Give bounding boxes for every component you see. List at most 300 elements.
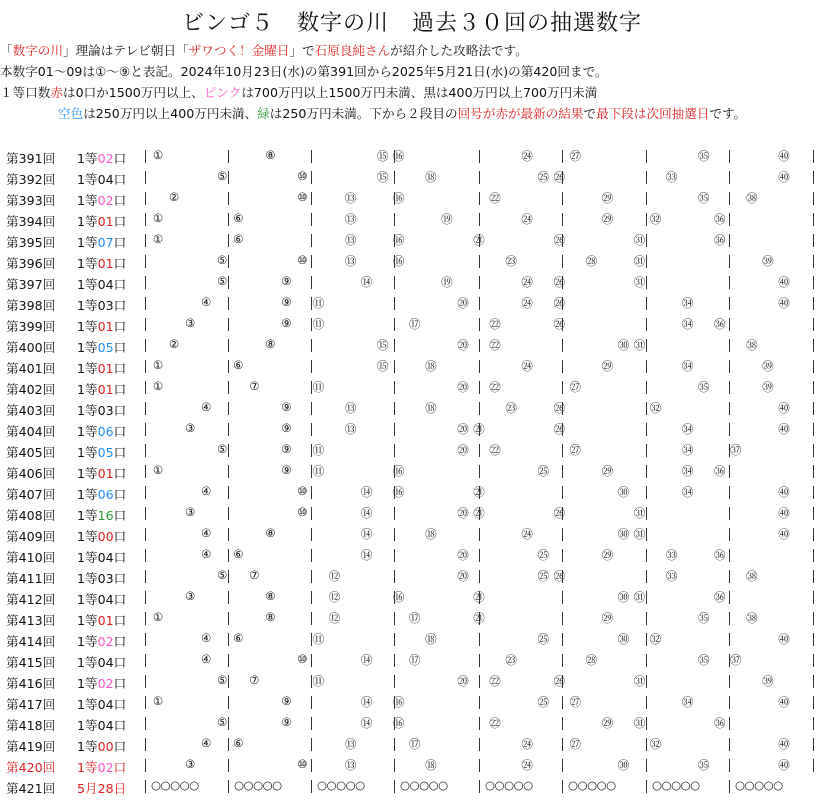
- drawn-number: ㉖: [553, 170, 565, 184]
- next-placeholder: ○○○○○: [485, 778, 533, 792]
- drawn-number: ㉔: [521, 527, 533, 541]
- column-separator: [145, 759, 146, 772]
- drawn-number: ㉞: [681, 464, 694, 478]
- drawn-number: ㉔: [521, 737, 533, 751]
- drawn-number: ⑥: [233, 232, 244, 246]
- drawn-number: ⑪: [312, 296, 325, 310]
- drawn-number: ⑳: [457, 422, 469, 436]
- drawn-number: ㉔: [521, 149, 533, 163]
- column-separator: [394, 213, 395, 226]
- next-placeholder: ○○○○○: [317, 778, 365, 792]
- drawn-number: ㉒: [489, 191, 501, 205]
- column-separator: [311, 213, 312, 226]
- column-separator: [813, 759, 814, 772]
- column-separator: [729, 507, 730, 520]
- draw-number: 第417回: [6, 697, 56, 712]
- column-separator: [562, 528, 563, 541]
- prize-count: 1等02口: [77, 634, 127, 649]
- drawn-number: ⑤: [217, 169, 228, 183]
- drawn-number: ㉟: [697, 191, 710, 205]
- drawn-number: ⑨: [281, 295, 292, 309]
- table-row: [0, 587, 824, 608]
- draw-number: 第398回: [6, 298, 56, 313]
- column-separator: [479, 780, 480, 793]
- column-separator: [145, 507, 146, 520]
- column-separator: [479, 738, 480, 751]
- column-separator: [813, 444, 814, 457]
- column-separator: [145, 381, 146, 394]
- drawn-number: ㉖: [553, 296, 565, 310]
- drawn-number: ⑮: [376, 338, 389, 352]
- drawn-number: ④: [200, 526, 212, 540]
- drawn-number: ⑩: [297, 757, 308, 771]
- column-separator: [311, 402, 312, 415]
- column-separator: [813, 549, 814, 562]
- column-separator: [813, 339, 814, 352]
- column-separator: [562, 360, 563, 373]
- column-separator: [813, 696, 814, 709]
- column-separator: [479, 570, 480, 583]
- drawn-number: ㉛: [633, 716, 646, 730]
- draw-number: 第395回: [6, 235, 56, 250]
- prize-count: 1等01口: [77, 613, 127, 628]
- drawn-number: ⑳: [457, 674, 469, 688]
- table-row: [0, 188, 824, 209]
- drawn-number: ⑳: [457, 338, 469, 352]
- column-separator: [145, 234, 146, 247]
- drawn-number: ⑥: [233, 547, 244, 561]
- drawn-number: ㉛: [633, 674, 646, 688]
- drawn-number: ㊱: [714, 548, 726, 562]
- column-separator: [813, 423, 814, 436]
- column-separator: [479, 192, 480, 205]
- column-separator: [228, 528, 229, 541]
- drawn-number: ㉛: [633, 590, 646, 604]
- drawn-number: ④: [200, 736, 212, 750]
- table-row: [0, 545, 824, 566]
- column-separator: [311, 738, 312, 751]
- column-separator: [394, 633, 395, 646]
- column-separator: [646, 570, 647, 583]
- column-separator: [228, 150, 229, 163]
- drawn-number: ㉟: [697, 611, 710, 625]
- column-separator: [228, 738, 229, 751]
- drawn-number: ③: [184, 421, 196, 435]
- column-separator: [729, 528, 730, 541]
- column-separator: [228, 612, 229, 625]
- column-separator: [646, 465, 647, 478]
- column-separator: [729, 738, 730, 751]
- draw-number: 第412回: [6, 592, 56, 607]
- drawn-number: ㉕: [537, 464, 549, 478]
- column-separator: [813, 738, 814, 751]
- drawn-number: ㉕: [537, 170, 549, 184]
- column-separator: [813, 360, 814, 373]
- drawn-number: ㉙: [601, 191, 614, 205]
- drawn-number: ⑨: [281, 442, 292, 456]
- drawn-number: ㉙: [601, 716, 614, 730]
- column-separator: [479, 717, 480, 730]
- drawn-number: ①: [152, 358, 164, 372]
- table-row: [0, 461, 824, 482]
- column-separator: [394, 528, 395, 541]
- drawn-number: ④: [200, 631, 212, 645]
- drawn-number: ㉔: [521, 212, 533, 226]
- drawn-number: ⑥: [233, 358, 244, 372]
- drawn-number: ㉖: [553, 233, 565, 247]
- column-separator: [562, 612, 563, 625]
- drawn-number: ㉒: [489, 716, 501, 730]
- table-row: [0, 482, 824, 503]
- column-separator: [729, 213, 730, 226]
- column-separator: [145, 696, 146, 709]
- column-separator: [394, 444, 395, 457]
- drawn-number: ⑫: [328, 611, 341, 625]
- draw-number: 第392回: [6, 172, 56, 187]
- drawn-number: ㊳: [746, 338, 758, 352]
- drawn-number: ⑦: [249, 568, 260, 582]
- table-row: [0, 314, 824, 335]
- drawn-number: ⑨: [281, 316, 292, 330]
- column-separator: [479, 297, 480, 310]
- draw-number: 第394回: [6, 214, 56, 229]
- drawn-number: ㊵: [778, 632, 790, 646]
- drawn-number: ⑯: [393, 695, 405, 709]
- drawn-number: ㉞: [681, 296, 694, 310]
- column-separator: [311, 423, 312, 436]
- drawn-number: ⑯: [393, 254, 405, 268]
- column-separator: [813, 276, 814, 289]
- prize-count: 1等04口: [77, 550, 127, 565]
- column-separator: [813, 633, 814, 646]
- column-separator: [311, 654, 312, 667]
- drawn-number: ㉟: [697, 149, 710, 163]
- drawn-number: ⑲: [441, 275, 453, 289]
- column-separator: [394, 276, 395, 289]
- drawn-number: ⑳: [457, 380, 469, 394]
- drawn-number: ㉝: [665, 569, 678, 583]
- column-separator: [813, 612, 814, 625]
- drawn-number: ①: [152, 463, 164, 477]
- drawn-number: ㊵: [778, 275, 790, 289]
- column-separator: [729, 759, 730, 772]
- drawn-number: ⑯: [393, 485, 405, 499]
- column-separator: [228, 696, 229, 709]
- drawn-number: ⑪: [312, 632, 325, 646]
- column-separator: [562, 381, 563, 394]
- column-separator: [729, 402, 730, 415]
- drawn-number: ㊴: [762, 359, 774, 373]
- draw-number: 第409回: [6, 529, 56, 544]
- column-separator: [311, 507, 312, 520]
- intro-line-2: 本数字01～09は①～⑨と表記。2024年10月23日(水)の第391回から2025年5月21日(水)の第420回まで。: [0, 64, 608, 79]
- column-separator: [729, 192, 730, 205]
- column-separator: [145, 465, 146, 478]
- drawn-number: ㉜: [649, 632, 662, 646]
- column-separator: [145, 486, 146, 499]
- column-separator: [394, 612, 395, 625]
- next-placeholder: ○○○○○: [400, 778, 448, 792]
- drawn-number: ㉗: [569, 443, 582, 457]
- table-row: [0, 251, 824, 272]
- column-separator: [311, 360, 312, 373]
- drawn-number: ⑥: [233, 736, 244, 750]
- column-separator: [145, 612, 146, 625]
- drawn-number: ⑪: [312, 674, 325, 688]
- column-separator: [729, 318, 730, 331]
- column-separator: [311, 339, 312, 352]
- drawn-number: ④: [200, 295, 212, 309]
- drawn-number: ⑰: [409, 611, 421, 625]
- intro-text: [0, 40, 824, 124]
- drawn-number: ㉑: [473, 611, 485, 625]
- column-separator: [813, 150, 814, 163]
- column-separator: [562, 192, 563, 205]
- column-separator: [562, 654, 563, 667]
- column-separator: [228, 192, 229, 205]
- drawn-number: ㉛: [633, 254, 646, 268]
- drawn-number: ㉑: [473, 485, 485, 499]
- draw-number: 第405回: [6, 445, 56, 460]
- column-separator: [813, 381, 814, 394]
- draw-number: 第399回: [6, 319, 56, 334]
- column-separator: [813, 486, 814, 499]
- next-draw-row: [0, 776, 824, 797]
- column-separator: [479, 465, 480, 478]
- table-row: [0, 272, 824, 293]
- column-separator: [228, 339, 229, 352]
- drawn-number: ㊱: [714, 464, 726, 478]
- drawn-number: ⑯: [393, 233, 405, 247]
- drawn-number: ⑳: [457, 443, 469, 457]
- draw-number: 第419回: [6, 739, 56, 754]
- column-separator: [311, 234, 312, 247]
- column-separator: [479, 318, 480, 331]
- column-separator: [394, 675, 395, 688]
- table-row: [0, 419, 824, 440]
- drawn-number: ㉜: [649, 401, 662, 415]
- drawn-number: ⑯: [393, 149, 405, 163]
- drawn-number: ㉙: [601, 359, 614, 373]
- column-separator: [562, 738, 563, 751]
- table-row: [0, 209, 824, 230]
- drawn-number: ⑩: [297, 190, 308, 204]
- prize-count: 1等06口: [77, 424, 127, 439]
- column-separator: [646, 759, 647, 772]
- column-separator: [228, 213, 229, 226]
- drawn-number: ㊵: [778, 149, 790, 163]
- draw-number: 第418回: [6, 718, 56, 733]
- draw-number: 第402回: [6, 382, 56, 397]
- drawn-number: ⑱: [425, 401, 437, 415]
- drawn-number: ㉖: [553, 674, 565, 688]
- drawn-number: ⑱: [425, 359, 437, 373]
- column-separator: [646, 150, 647, 163]
- drawn-number: ③: [184, 316, 196, 330]
- prize-count: 1等00口: [77, 739, 127, 754]
- column-separator: [729, 360, 730, 373]
- drawn-number: ㊴: [762, 674, 774, 688]
- drawn-number: ⑱: [425, 527, 437, 541]
- column-separator: [145, 528, 146, 541]
- drawn-number: ⑭: [360, 548, 373, 562]
- drawn-number: ㉛: [633, 338, 646, 352]
- prize-count: 1等04口: [77, 655, 127, 670]
- table-row: [0, 671, 824, 692]
- drawn-number: ⑭: [360, 527, 373, 541]
- drawn-number: ㉚: [617, 758, 630, 772]
- drawn-number: ⑰: [409, 653, 421, 667]
- column-separator: [562, 717, 563, 730]
- drawn-number: ㉕: [537, 632, 549, 646]
- drawn-number: ㉞: [681, 359, 694, 373]
- prize-count: 1等04口: [77, 697, 127, 712]
- drawn-number: ㉛: [633, 233, 646, 247]
- column-separator: [394, 339, 395, 352]
- drawn-number: ㉔: [521, 296, 533, 310]
- column-separator: [479, 759, 480, 772]
- drawn-number: ③: [184, 589, 196, 603]
- column-separator: [729, 696, 730, 709]
- drawn-number: ㉜: [649, 212, 662, 226]
- column-separator: [145, 150, 146, 163]
- drawn-number: ⑧: [265, 148, 276, 162]
- drawn-number: ㉖: [553, 506, 565, 520]
- drawn-number: ⑭: [360, 716, 373, 730]
- column-separator: [813, 717, 814, 730]
- column-separator: [479, 150, 480, 163]
- column-separator: [562, 255, 563, 268]
- table-row: [0, 167, 824, 188]
- column-separator: [729, 234, 730, 247]
- drawn-number: ㉕: [537, 548, 549, 562]
- next-placeholder: ○○○○○: [151, 778, 199, 792]
- column-separator: [479, 276, 480, 289]
- drawn-number: ㊵: [778, 401, 790, 415]
- drawn-number: ⑥: [233, 211, 244, 225]
- drawn-number: ㊱: [714, 590, 726, 604]
- prize-count: 1等06口: [77, 487, 127, 502]
- column-separator: [145, 570, 146, 583]
- column-separator: [311, 549, 312, 562]
- prize-count: 1等02口: [77, 193, 127, 208]
- drawn-number: ⑪: [312, 464, 325, 478]
- page-title: ビンゴ５ 数字の川 過去３０回の抽選数字: [181, 11, 642, 36]
- drawn-number: ⑳: [457, 296, 469, 310]
- drawn-number: ㉛: [633, 506, 646, 520]
- prize-count: 1等05口: [77, 340, 127, 355]
- drawn-number: ⑱: [425, 170, 437, 184]
- column-separator: [145, 444, 146, 457]
- drawn-number: ⑤: [217, 253, 228, 267]
- prize-count: 1等01口: [77, 214, 127, 229]
- drawn-number: ㊵: [778, 695, 790, 709]
- column-separator: [813, 234, 814, 247]
- draw-number: 第410回: [6, 550, 56, 565]
- drawn-number: ⑰: [409, 317, 421, 331]
- table-row: [0, 692, 824, 713]
- drawn-number: ㉞: [681, 485, 694, 499]
- column-separator: [562, 591, 563, 604]
- column-separator: [729, 780, 730, 793]
- column-separator: [729, 675, 730, 688]
- table-row: [0, 230, 824, 251]
- drawn-number: ④: [200, 652, 212, 666]
- drawn-number: ⑩: [297, 484, 308, 498]
- drawn-number: ④: [200, 484, 212, 498]
- column-separator: [729, 570, 730, 583]
- column-separator: [145, 213, 146, 226]
- drawn-number: ①: [152, 694, 164, 708]
- column-separator: [479, 213, 480, 226]
- column-separator: [311, 780, 312, 793]
- drawn-number: ⑪: [312, 380, 325, 394]
- drawn-number: ⑩: [297, 169, 308, 183]
- column-separator: [228, 234, 229, 247]
- drawn-number: ④: [200, 400, 212, 414]
- intro-line-3: １等口数赤は0口か1500万円以上、ピンクは700万円以上1500万円未満、黒は400万円以上700万円未満: [0, 85, 598, 100]
- next-placeholder: ○○○○○: [234, 778, 282, 792]
- prize-count: 1等03口: [77, 571, 127, 586]
- column-separator: [729, 591, 730, 604]
- column-separator: [646, 171, 647, 184]
- table-row: [0, 608, 824, 629]
- draw-number: 第407回: [6, 487, 56, 502]
- drawn-number: ㉗: [569, 149, 582, 163]
- prize-count: 1等02口: [77, 676, 127, 691]
- column-separator: [228, 318, 229, 331]
- column-separator: [813, 402, 814, 415]
- column-separator: [479, 654, 480, 667]
- column-separator: [813, 192, 814, 205]
- column-separator: [228, 465, 229, 478]
- column-separator: [479, 381, 480, 394]
- table-row: [0, 146, 824, 167]
- column-separator: [479, 171, 480, 184]
- column-separator: [145, 297, 146, 310]
- draw-number: 第404回: [6, 424, 56, 439]
- drawn-number: ⑯: [393, 590, 405, 604]
- column-separator: [729, 276, 730, 289]
- column-separator: [228, 654, 229, 667]
- column-separator: [311, 192, 312, 205]
- column-separator: [646, 612, 647, 625]
- column-separator: [479, 402, 480, 415]
- drawn-number: ⑬: [344, 758, 357, 772]
- drawn-number: ㉞: [681, 443, 694, 457]
- column-separator: [479, 528, 480, 541]
- drawn-number: ⑯: [393, 464, 405, 478]
- column-separator: [311, 759, 312, 772]
- drawn-number: ⑤: [217, 442, 228, 456]
- drawn-number: ⑩: [297, 505, 308, 519]
- column-separator: [228, 381, 229, 394]
- drawn-number: ㉒: [489, 338, 501, 352]
- column-separator: [562, 696, 563, 709]
- column-separator: [729, 381, 730, 394]
- column-separator: [228, 633, 229, 646]
- drawn-number: ㉞: [681, 422, 694, 436]
- drawn-number: ⑨: [281, 274, 292, 288]
- table-row: [0, 650, 824, 671]
- drawn-number: ㉗: [569, 380, 582, 394]
- column-separator: [646, 444, 647, 457]
- drawn-number: ⑪: [312, 317, 325, 331]
- drawn-number: ㉗: [569, 737, 582, 751]
- column-separator: [145, 255, 146, 268]
- drawn-number: ⑭: [360, 275, 373, 289]
- drawn-number: ㉖: [553, 569, 565, 583]
